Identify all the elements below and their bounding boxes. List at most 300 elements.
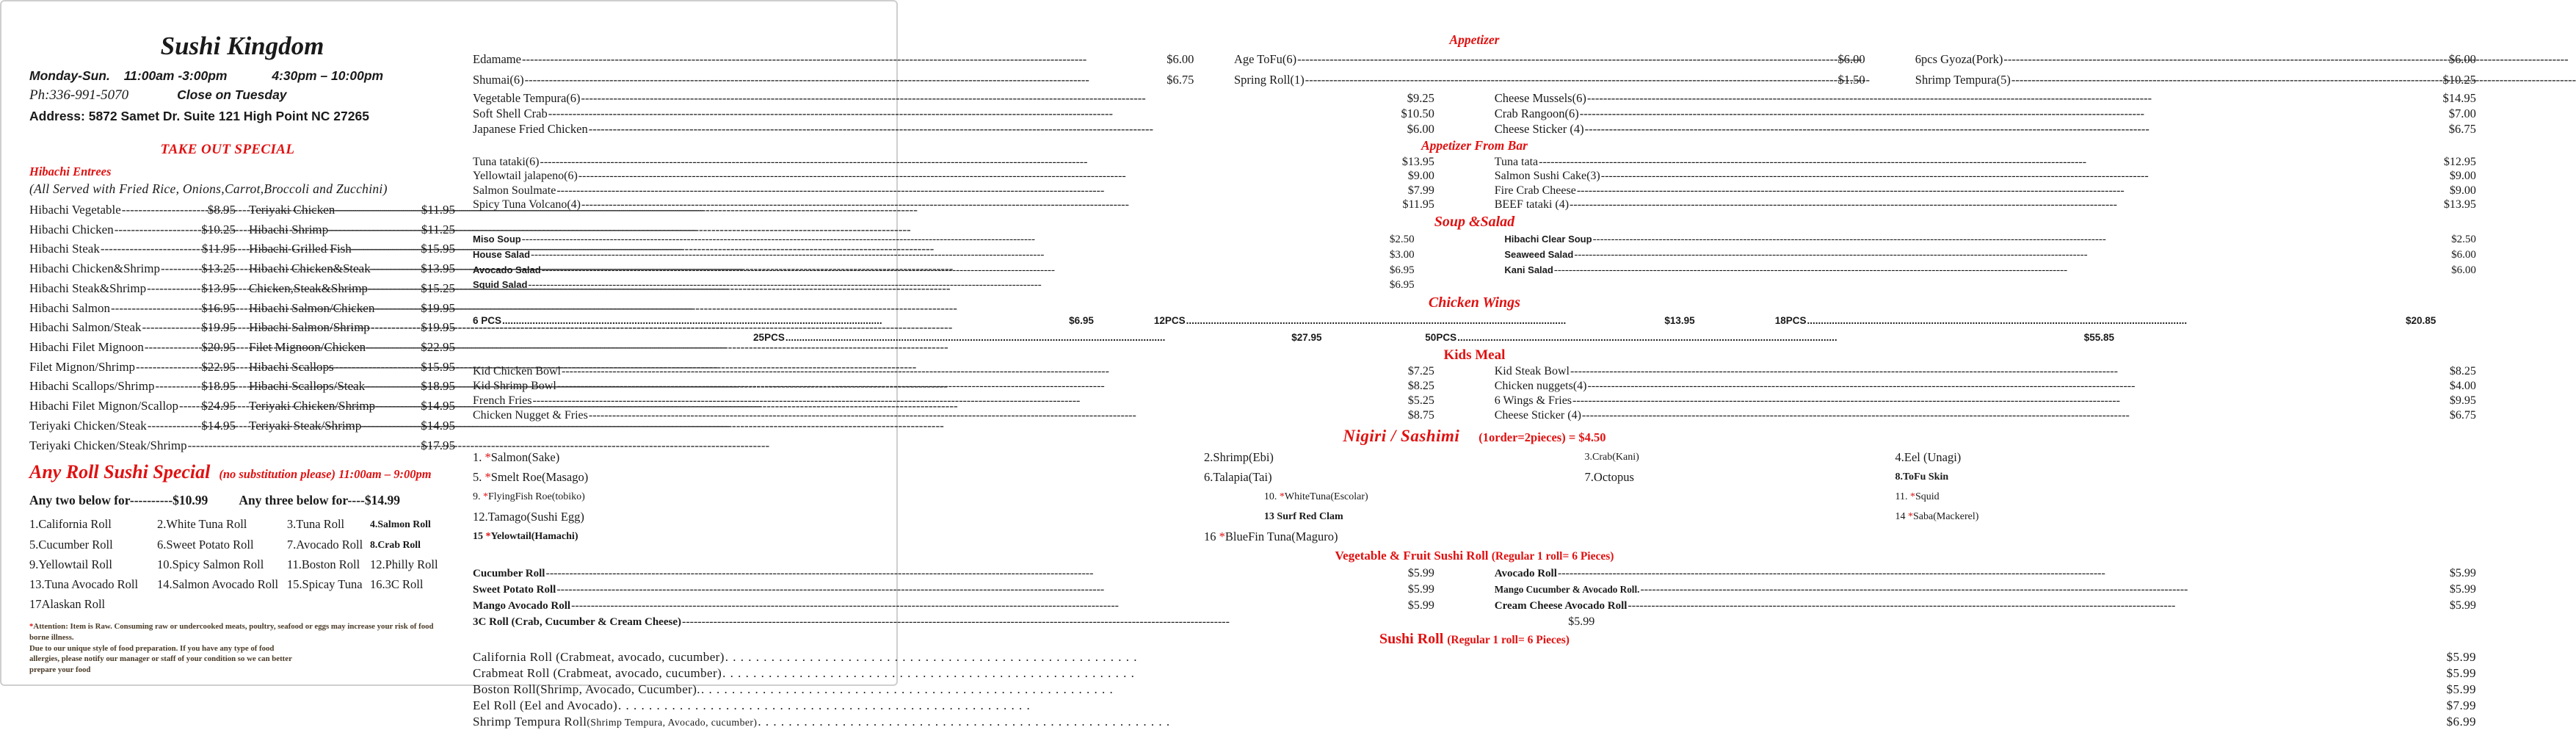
item-name: Hibachi Salmon/Steak [29, 320, 142, 335]
nigiri-item: 14 *Saba(Mackerel) [1895, 511, 1979, 523]
item-name: Crab Rangoon(6) [1494, 106, 1579, 120]
nigiri-item: 15 *Yelowtail(Hamachi) [473, 531, 578, 543]
roll-name: 8.Crab Roll [369, 538, 421, 550]
nigiri-row [473, 507, 2476, 527]
deal-three-price: Any three below for----$14.99 [239, 493, 400, 508]
menu-item [1234, 70, 1865, 90]
item-price: $11.95 [1402, 198, 1434, 212]
roll-name: 5.Cucumber Roll [29, 537, 113, 552]
item-name: 18PCS [1774, 315, 1807, 327]
item-price: $6.00 [2451, 248, 2476, 261]
menu-item [473, 565, 1434, 582]
item-name: Japanese Fried Chicken [473, 121, 588, 136]
menu-item [473, 198, 1434, 212]
price-leader [701, 682, 2446, 698]
item-name: Teriyaki Chicken/Shrimp [249, 399, 376, 413]
nigiri-item: 6.Talapia(Tai) [1204, 470, 1272, 485]
menu-row [473, 184, 2476, 198]
disclaimer-line: allergies, please notify our manager or staff of your condition so we can better [29, 654, 292, 664]
nigiri-item: 11. *Squid [1895, 491, 1940, 503]
veg-roll-full-row [473, 614, 2476, 630]
menu-row [473, 49, 2476, 70]
price-leader [540, 155, 1401, 170]
item-price: $2.50 [1389, 233, 1415, 245]
raw-star: * [485, 450, 491, 465]
menu-item [473, 263, 1415, 278]
menu-item [473, 155, 1434, 170]
veg-roll-title: Vegetable & Fruit Sushi Roll [1335, 549, 1489, 563]
item-name: Cucumber Roll [473, 568, 545, 580]
item-price: $9.00 [2449, 170, 2476, 183]
nigiri-item: 9. *FlyingFish Roe(tobiko) [473, 491, 585, 503]
menu-row [29, 200, 455, 220]
price-leader [366, 338, 420, 358]
nigiri-title: Nigiri / Sashimi [1343, 427, 1460, 446]
menu-item [473, 394, 1434, 408]
item-price: $5.99 [1407, 567, 1434, 580]
item-name: Kani Salad [1504, 264, 1553, 275]
roll-name: 12.Philly Roll [369, 557, 438, 571]
roll-name: 4.Salmon Roll [369, 518, 431, 530]
item-name: Hibachi Salmon/Shrimp [249, 320, 370, 335]
item-price: $4.00 [2449, 379, 2476, 392]
item-price: $14.95 [2442, 90, 2476, 105]
item-name: Cream Cheese Avocado Roll [1494, 600, 1628, 612]
item-price: $8.75 [1407, 408, 1434, 422]
price-leader [148, 416, 200, 436]
price-leader [571, 598, 1407, 613]
appetizer-heading: Appetizer [1449, 32, 1500, 47]
roll-row [29, 554, 455, 574]
item-name: Chicken nuggets(4) [1494, 379, 1587, 392]
left-column [1, 1, 465, 684]
item-price: $9.25 [1407, 90, 1434, 105]
price-leader [122, 200, 207, 220]
item-price: $16.95 [201, 300, 236, 315]
item-name: Hibachi Scallops [249, 359, 334, 374]
menu-row [29, 377, 455, 397]
menu-item [1495, 198, 2476, 212]
roll-name: 1.California Roll [29, 517, 112, 532]
menu-item [1425, 330, 2114, 347]
item-price: $12.95 [2443, 155, 2476, 168]
menu-row [473, 565, 2476, 582]
soup-salad-list [473, 232, 2476, 293]
hours-line [29, 66, 455, 85]
nigiri-item: 8.ToFu Skin [1895, 471, 1949, 483]
menu-item [1234, 49, 1865, 70]
item-name: Avocado Roll [1494, 568, 1557, 580]
item-price: $20.85 [2406, 315, 2437, 327]
menu-row [473, 198, 2476, 212]
price-leader [335, 358, 421, 377]
hibachi-entrees-heading: Hibachi Entrees [29, 165, 112, 178]
item-name: Squid Salad [473, 279, 528, 291]
item-price: $8.25 [2449, 365, 2476, 378]
price-leader [725, 649, 2446, 665]
roll-name: 13.Tuna Avocado Roll [29, 577, 139, 592]
price-leader [557, 379, 1407, 394]
item-name: Teriyaki Chicken [249, 203, 335, 217]
price-leader [532, 394, 1407, 408]
sushi-roll-note: (Regular 1 roll= 6 Pieces) [1447, 634, 1570, 647]
menu-item [1775, 313, 2437, 330]
item-price: $11.95 [421, 203, 455, 217]
menu-item [29, 397, 236, 416]
kids-meal-heading: Kids Meal [1443, 347, 1506, 364]
item-name: 6pcs Gyoza(Pork) [1915, 52, 2003, 66]
item-name: Filet Mignoon/Chicken [249, 339, 366, 354]
price-leader [1297, 49, 1837, 70]
item-name: Hibachi Salmon [29, 300, 111, 315]
item-price: $11.25 [421, 222, 455, 236]
price-leader [1582, 408, 2449, 423]
item-name: Cheese Sticker (4) [1494, 121, 1584, 136]
right-column [465, 1, 2488, 729]
raw-star: * [485, 531, 491, 543]
price-leader [545, 565, 1407, 581]
item-name: Mango Avocado Roll [473, 600, 571, 612]
menu-row [473, 106, 2476, 121]
item-price: $19.95 [421, 300, 455, 315]
item-price: $6.00 [2448, 52, 2476, 66]
menu-item [473, 408, 1434, 423]
nigiri-row [473, 487, 2476, 507]
item-price: $10.25 [2442, 72, 2476, 87]
item-name: 50PCS [1425, 331, 1457, 343]
menu-item [249, 299, 455, 319]
price-leader [1640, 582, 2448, 597]
item-price: $20.95 [201, 339, 236, 354]
item-name: Edamame [473, 52, 521, 66]
price-leader [1587, 90, 2442, 106]
menu-item [473, 106, 1434, 121]
soup-left-column [473, 232, 1415, 293]
hibachi-item-list [29, 200, 455, 436]
raw-food-disclaimer [29, 621, 455, 675]
item-price: $9.95 [2449, 394, 2476, 407]
price-leader [1585, 121, 2448, 137]
item-price: $13.95 [2443, 198, 2476, 212]
menu-item [473, 665, 2476, 682]
disclaimer-text: Attention: Item is Raw. Consuming raw or undercooked meats, poultry, seafood or eggs may increase your risk of food borne illness. [29, 622, 434, 643]
item-price: $14.95 [421, 418, 455, 433]
menu-item [29, 358, 236, 377]
menu-row [29, 299, 455, 319]
item-name: Salmon Soulmate [473, 184, 556, 197]
item-name: Hibachi Chicken&Steak [249, 261, 371, 276]
item-price: $13.95 [1664, 315, 1695, 327]
menu-item [1495, 408, 2476, 423]
menu-item [1915, 70, 2476, 90]
roll-row [29, 594, 455, 614]
menu-item [1495, 169, 2476, 184]
menu-item [473, 313, 1094, 330]
nigiri-item: 1. *Salmon(Sake) [473, 450, 560, 465]
menu-row [29, 338, 455, 358]
price-leader [578, 169, 1407, 184]
menu-row [473, 582, 2476, 598]
price-leader [1807, 313, 2405, 330]
menu-item [473, 232, 1415, 247]
item-name: Age ToFu(6) [1233, 52, 1297, 66]
roll-name: 14.Salmon Avocado Roll [157, 577, 279, 592]
nigiri-item-grid [473, 447, 2476, 546]
price-leader [147, 279, 200, 299]
menu-item [249, 220, 455, 240]
menu-row [473, 598, 2476, 614]
nigiri-row [473, 467, 2476, 487]
item-name: Filet Mignon/Shrimp [29, 359, 136, 374]
roll-name: 17Alaskan Roll [29, 597, 106, 612]
item-name: Cheese Mussels(6) [1494, 90, 1586, 105]
item-price: $19.95 [201, 320, 236, 335]
menu-item [29, 220, 236, 240]
price-leader [1305, 70, 1837, 90]
price-leader [2003, 49, 2448, 70]
price-leader [1570, 198, 2443, 212]
lunch-hours: 11:00am -3:00pm [123, 68, 228, 83]
price-leader [362, 416, 420, 436]
menu-item [1495, 184, 2476, 198]
item-name: Teriyaki Chicken/Steak/Shrimp [29, 438, 187, 453]
price-leader [786, 330, 1291, 347]
item-price: $6.95 [1389, 264, 1415, 276]
nigiri-item: 16 *BlueFin Tuna(Maguro) [1204, 530, 1338, 544]
roll-name: 3.Tuna Roll [286, 517, 345, 532]
menu-item [473, 614, 1594, 630]
price-leader [682, 614, 1567, 629]
price-leader [1574, 248, 2450, 263]
menu-item [249, 358, 455, 377]
menu-item [249, 239, 455, 259]
item-name: Salmon Sushi Cake(3) [1494, 170, 1600, 183]
item-name: Tuna tataki(6) [473, 155, 540, 168]
menu-item [29, 338, 236, 358]
item-name: Yellowtail jalapeno(6) [473, 170, 578, 183]
item-name: Teriyaki Chicken/Steak [29, 418, 147, 433]
item-price: $14.95 [201, 418, 236, 433]
item-name: Hibachi Steak&Shrimp [29, 281, 147, 295]
roll-name: 9.Yellowtail Roll [29, 557, 112, 571]
price-leader [155, 377, 200, 397]
item-name: Hibachi Chicken [29, 222, 114, 236]
menu-item [1154, 313, 1695, 330]
item-name: Sweet Potato Roll [473, 584, 556, 596]
price-leader [589, 408, 1407, 423]
menu-item [473, 598, 1434, 614]
bar-item-list [473, 155, 2476, 212]
price-leader [376, 397, 420, 416]
item-name: 6 PCS [473, 315, 502, 327]
price-leader [145, 338, 200, 358]
menu-row [29, 397, 455, 416]
item-price: $3.00 [1389, 248, 1415, 261]
menu-item [473, 49, 1194, 70]
soup-salad-heading: Soup &Salad [1434, 213, 1515, 230]
price-leader [371, 259, 421, 279]
price-leader [556, 582, 1407, 597]
item-name: Hibachi Steak [29, 242, 100, 256]
item-name: Fire Crab Cheese [1494, 184, 1576, 197]
menu-row [473, 169, 2476, 184]
menu-item [1495, 379, 2476, 394]
item-price: $5.99 [2446, 650, 2476, 665]
item-price: $13.25 [201, 261, 236, 276]
price-leader [188, 436, 421, 455]
deal-two-price: Any two below for----------$10.99 [29, 493, 208, 508]
menu-item [473, 184, 1434, 198]
nigiri-item: 12.Tamago(Sushi Egg) [473, 510, 584, 524]
menu-item [29, 259, 236, 279]
item-price: $15.25 [421, 281, 455, 295]
item-price: $15.95 [421, 359, 455, 374]
item-name: Shrimp Tempura(5) [1915, 72, 2011, 87]
veg-roll-list [473, 565, 2476, 614]
item-name: Chicken,Steak&Shrimp [249, 281, 368, 295]
disclaimer-line: Due to our unique style of food preparation. If you have any type of food [29, 643, 275, 653]
item-price: $14.95 [421, 399, 455, 413]
item-price: $7.99 [2446, 698, 2476, 712]
raw-star: * [1909, 491, 1915, 503]
price-leader [531, 248, 1389, 263]
any-roll-title: Any Roll Sushi Special [29, 461, 211, 483]
item-name: Spring Roll(1) [1233, 72, 1305, 87]
chicken-wings-heading: Chicken Wings [1428, 294, 1520, 311]
roll-name: 10.Spicy Salmon Roll [157, 557, 264, 571]
item-name: Teriyaki Steak/Shrimp [249, 418, 362, 433]
menu-item [473, 90, 1434, 106]
appetizer-three-col-list [473, 49, 2476, 90]
item-price: $2.50 [2451, 233, 2476, 245]
roll-row [29, 574, 455, 594]
item-price: $9.00 [1407, 170, 1434, 183]
item-price: $5.25 [1407, 394, 1434, 407]
item-name-detail: (Shrimp Tempura, Avocado, cucumber) [587, 716, 758, 728]
nigiri-row [473, 527, 2476, 546]
menu-item [473, 364, 1434, 379]
menu-item [753, 330, 1321, 347]
menu-item [473, 698, 2476, 714]
raw-star: * [29, 622, 34, 632]
menu-row [473, 70, 2476, 90]
item-price: $1.50 [1837, 72, 1865, 87]
menu-item [473, 247, 1415, 263]
nigiri-item: 10. *WhiteTuna(Escolar) [1263, 491, 1368, 503]
menu-item [473, 649, 2476, 665]
dinner-hours: 4:30pm – 10:00pm [272, 68, 384, 83]
roll-row [29, 535, 455, 554]
item-name: Hibachi Chicken&Shrimp [29, 261, 161, 276]
price-leader [142, 318, 201, 338]
item-name: 25PCS [753, 331, 785, 343]
menu-item [473, 70, 1194, 90]
item-price: $18.95 [201, 379, 236, 394]
item-price: $6.00 [1407, 121, 1434, 136]
price-leader [375, 299, 420, 319]
price-leader [548, 106, 1401, 121]
item-price: $10.25 [201, 222, 236, 236]
menu-item [473, 682, 2476, 698]
price-leader [722, 665, 2446, 682]
sushi-roll-list [473, 649, 2476, 730]
hibachi-full-row [29, 436, 455, 455]
roll-name: 6.Sweet Potato Roll [157, 537, 254, 552]
menu-item [249, 259, 455, 279]
item-name: 6 Wings & Fries [1494, 394, 1572, 407]
price-leader [562, 364, 1407, 379]
item-name: House Salad [473, 248, 531, 260]
item-price: $55.85 [2083, 331, 2115, 343]
menu-item [249, 377, 455, 397]
price-leader [371, 318, 420, 338]
price-leader [2011, 70, 2442, 90]
price-leader [522, 49, 1166, 70]
item-name: Hibachi Salmon/Chicken [249, 300, 375, 315]
roll-name: 15.Spicay Tuna [286, 577, 363, 592]
sushi-roll-heading [473, 631, 2476, 648]
price-leader [542, 264, 1389, 278]
menu-row [29, 358, 455, 377]
menu-item [473, 379, 1434, 394]
menu-item [29, 200, 236, 220]
menu-row [29, 239, 455, 259]
price-leader [556, 184, 1407, 198]
menu-item [1495, 90, 2476, 106]
nigiri-item: 5. *Smelt Roe(Masago) [473, 470, 589, 485]
price-leader [369, 279, 420, 299]
menu-item [249, 200, 455, 220]
phone-number: Ph:336-991-5070 [29, 87, 129, 103]
item-name: Shrimp Tempura Roll [473, 714, 587, 729]
item-price: $5.99 [1568, 615, 1595, 629]
menu-row [29, 220, 455, 240]
item-name: Kid Steak Bowl [1494, 365, 1570, 378]
menu-item [1504, 232, 2476, 247]
nigiri-item: 2.Shrimp(Ebi) [1204, 450, 1274, 465]
price-leader [1628, 598, 2449, 613]
address-line: Address: 5872 Samet Dr. Suite 121 High Point NC 27265 [29, 109, 369, 123]
menu-item [1495, 106, 2476, 121]
item-name: BEEF tataki (4) [1494, 198, 1570, 212]
nigiri-item: 4.Eel (Unagi) [1895, 450, 1962, 465]
item-price: $6.95 [1389, 279, 1415, 292]
item-price: $5.99 [1407, 583, 1434, 596]
item-price: $6.00 [2451, 264, 2476, 276]
any-roll-special-heading [29, 461, 455, 483]
item-name: Hibachi Scallops/Steak [249, 379, 366, 394]
item-name: Hibachi Vegetable [29, 203, 121, 217]
item-name: Shumai(6) [473, 72, 524, 87]
item-price: $5.99 [2449, 583, 2476, 596]
menu-item [29, 299, 236, 319]
price-leader [758, 714, 2445, 730]
item-price: $13.95 [1401, 155, 1434, 168]
price-leader [1593, 233, 2451, 247]
menu-item [29, 318, 236, 338]
price-leader [161, 259, 200, 279]
menu-item [249, 416, 455, 436]
disclaimer-line: prepare your food [29, 665, 91, 674]
menu-item [1504, 263, 2476, 278]
item-price: $13.95 [201, 281, 236, 295]
price-leader [1601, 169, 2449, 184]
raw-star: * [483, 491, 488, 503]
menu-row [29, 279, 455, 299]
item-name: Soft Shell Crab [473, 106, 548, 120]
item-price: $6.99 [2446, 714, 2476, 729]
menu-row [473, 394, 2476, 408]
